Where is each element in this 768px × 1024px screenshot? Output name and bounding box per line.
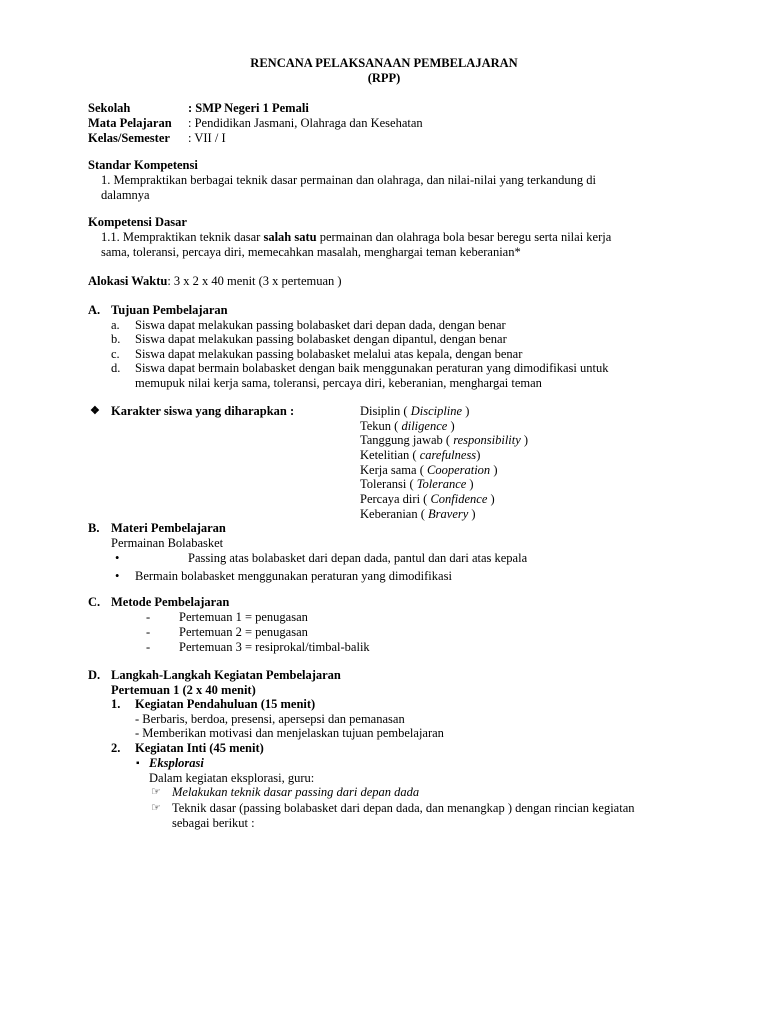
square-bullet-icon: ▪ xyxy=(136,758,140,769)
tujuan-item: Siswa dapat melakukan passing bolabasket dari depan dada, dengan benar xyxy=(135,318,506,332)
section-letter: B. xyxy=(88,521,100,535)
doc-subtitle: (RPP) xyxy=(367,71,401,85)
tujuan-item: Siswa dapat bermain bolabasket dengan baik menggunakan peraturan yang dimodifikasi untuk xyxy=(135,361,609,375)
karakter-item: Toleransi ( Tolerance ) xyxy=(360,477,474,491)
pointing-hand-icon: ☞ xyxy=(151,786,161,798)
materi-item: Bermain bolabasket menggunakan peraturan yang dimodifikasi xyxy=(135,569,452,583)
step-item: - Memberikan motivasi dan menjelaskan tujuan pembelajaran xyxy=(135,726,444,740)
bullet-icon: • xyxy=(115,551,120,565)
metode-item: Pertemuan 1 = penugasan xyxy=(179,610,308,624)
pointing-hand-icon: ☞ xyxy=(151,802,161,814)
step-item: - Berbaris, berdoa, presensi, apersepsi dan pemanasan xyxy=(135,712,405,726)
langkah-heading: Langkah-Langkah Kegiatan Pembelajaran xyxy=(111,668,341,682)
bullet-icon: • xyxy=(115,569,120,583)
list-marker: b. xyxy=(111,332,121,346)
karakter-item: Tekun ( diligence ) xyxy=(360,419,455,433)
identity-label: Kelas/Semester xyxy=(88,131,170,145)
step-number: 1. xyxy=(111,697,121,711)
identity-value: : SMP Negeri 1 Pemali xyxy=(188,101,309,115)
dash-marker: - xyxy=(146,625,151,639)
alokasi-label: Alokasi Waktu xyxy=(88,274,168,288)
eksplorasi-item: Melakukan teknik dasar passing dari depan dada xyxy=(172,785,420,799)
list-marker: d. xyxy=(111,361,121,375)
karakter-item: Keberanian ( Bravery ) xyxy=(360,507,476,521)
metode-item: Pertemuan 2 = penugasan xyxy=(179,625,308,639)
eksplorasi-intro: Dalam kegiatan eksplorasi, guru: xyxy=(149,771,315,785)
kompetensi-text-line: 1.1. Mempraktikan teknik dasar salah satu permainan dan olahraga bola besar beregu serta nilai kerja xyxy=(101,230,612,244)
alokasi-row xyxy=(88,274,342,289)
section-letter: C. xyxy=(88,595,101,609)
dash-marker: - xyxy=(146,610,151,624)
karakter-item: Tanggung jawab ( responsibility ) xyxy=(360,433,529,447)
metode-item: Pertemuan 3 = resiprokal/timbal-balik xyxy=(179,640,370,654)
step-heading: Kegiatan Pendahuluan (15 menit) xyxy=(135,697,316,711)
karakter-item: Percaya diri ( Confidence ) xyxy=(360,492,495,506)
tujuan-item: Siswa dapat melakukan passing bolabasket melalui atas kepala, dengan benar xyxy=(135,347,523,361)
identity-label: Sekolah xyxy=(88,101,131,115)
eksplorasi-item-continuation: sebagai berikut : xyxy=(172,816,255,830)
standar-heading: Standar Kompetensi xyxy=(88,158,198,172)
kompetensi-heading: Kompetensi Dasar xyxy=(88,215,187,229)
identity-label: Mata Pelajaran xyxy=(88,116,172,130)
tujuan-item: Siswa dapat melakukan passing bolabasket dengan dipantul, dengan benar xyxy=(135,332,507,346)
doc-title: RENCANA PELAKSANAAN PEMBELAJARAN xyxy=(250,56,518,70)
karakter-item: Ketelitian ( carefulness) xyxy=(360,448,481,462)
materi-heading: Materi Pembelajaran xyxy=(111,521,226,535)
list-marker: a. xyxy=(111,318,120,332)
step-number: 2. xyxy=(111,741,121,755)
standar-text-line: 1. Mempraktikan berbagai teknik dasar permainan dan olahraga, dan nilai-nilai yang terkandung di xyxy=(101,173,596,187)
list-marker: c. xyxy=(111,347,120,361)
karakter-item: Disiplin ( Discipline ) xyxy=(360,404,470,418)
pertemuan-heading: Pertemuan 1 (2 x 40 menit) xyxy=(111,683,256,697)
diamond-bullet-icon: ❖ xyxy=(90,405,100,417)
karakter-heading: Karakter siswa yang diharapkan : xyxy=(111,404,295,418)
materi-sub: Permainan Bolabasket xyxy=(111,536,224,550)
identity-value: : Pendidikan Jasmani, Olahraga dan Kesehatan xyxy=(188,116,423,130)
dash-marker: - xyxy=(146,640,151,654)
standar-text-line: dalamnya xyxy=(101,188,150,202)
materi-item: Passing atas bolabasket dari depan dada, pantul dan dari atas kepala xyxy=(188,551,528,565)
section-letter: D. xyxy=(88,668,101,682)
eksplorasi-heading: Eksplorasi xyxy=(149,756,204,770)
tujuan-item-continuation: memupuk nilai kerja sama, toleransi, percaya diri, keberanian, menghargai teman xyxy=(135,376,542,390)
step-heading: Kegiatan Inti (45 menit) xyxy=(135,741,264,755)
tujuan-heading: Tujuan Pembelajaran xyxy=(111,303,228,317)
metode-heading: Metode Pembelajaran xyxy=(111,595,230,609)
section-letter: A. xyxy=(88,303,101,317)
karakter-item: Kerja sama ( Cooperation ) xyxy=(360,463,498,477)
eksplorasi-item: Teknik dasar (passing bolabasket dari depan dada, dan menangkap ) dengan rincian kegiatan xyxy=(172,801,635,815)
kompetensi-text-line: sama, toleransi, percaya diri, memecahkan masalah, menghargai teman keberanian* xyxy=(101,245,521,259)
alokasi-value: : 3 x 2 x 40 menit (3 x pertemuan ) xyxy=(167,274,342,288)
identity-value: : VII / I xyxy=(188,131,226,145)
